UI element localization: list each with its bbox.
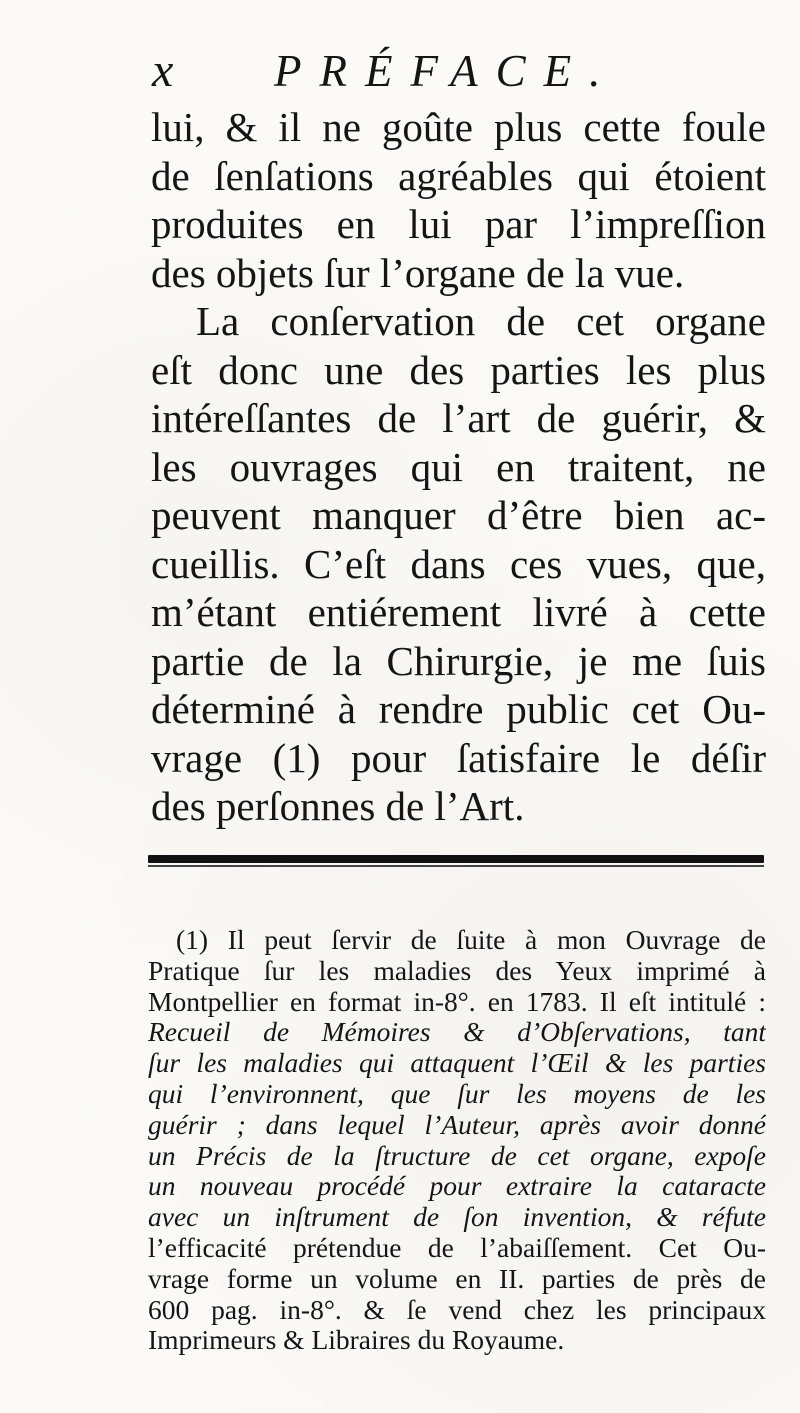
footnote-line: 600 pag. in-8°. & ſe vend chez les principaux — [148, 1294, 766, 1325]
body-line: m’étant entiérement livré à cette — [151, 589, 766, 635]
footnote — [148, 925, 766, 1356]
body-line: de ſenſations agréables qui étoient — [151, 152, 766, 199]
footnote-line: Pratique ſur les maladies des Yeux imprimé à — [148, 955, 766, 986]
footnote-line: avec un inſtrument de ſon invention, & réfute — [148, 1202, 766, 1233]
body-line: cueillis. C’eſt dans ces vues, que, — [151, 540, 766, 587]
body-line: lui, & il ne goûte plus cette foule — [151, 104, 766, 150]
footnote-line: Imprimeurs & Libraires du Royaume. — [148, 1325, 565, 1356]
body-line: des objets ſur l’organe de la vue. — [151, 249, 685, 296]
body-line: partie de la Chirurgie, je me ſuis — [151, 637, 766, 684]
footnote-line: qui l’environnent, que ſur les moyens de les — [148, 1078, 766, 1109]
main-text — [151, 103, 766, 831]
body-line: des perſonnes de l’Art. — [151, 783, 525, 829]
body-line: peuvent manquer d’être bien ac- — [151, 492, 766, 538]
footnote-line: un nouveau procédé pour extraire la cataracte — [148, 1171, 766, 1202]
page-number: x — [152, 44, 174, 97]
running-head: PRÉFACE. — [274, 46, 619, 96]
body-line: eſt donc une des parties les plus — [151, 346, 766, 393]
body-line: La conſervation de cet organe — [196, 298, 766, 344]
footnote-line: ſur les maladies qui attaquent l’Œil & les parties — [148, 1048, 766, 1079]
footnote-line: un Précis de la ſtructure de cet organe, expoſe — [148, 1140, 766, 1171]
footnote-line: Montpellier en format in-8°. en 1783. Il eſt intitulé : — [148, 986, 766, 1017]
footnote-line: (1) Il peut ſervir de ſuite à mon Ouvrage de — [176, 925, 766, 955]
footnote-line: vrage forme un volume en II. parties de près de — [148, 1263, 766, 1294]
footnote-line: l’efficacité prétendue de l’abaiſſement. Cet Ou- — [148, 1232, 766, 1263]
body-line: vrage (1) pour ſatisfaire le déſir — [151, 734, 766, 781]
footnote-line: Recueil de Mémoires & d’Obſervations, tant — [148, 1017, 766, 1048]
body-line: intéreſſantes de l’art de guérir, & — [151, 395, 766, 441]
footnote-line: guérir ; dans lequel l’Auteur, après avoir donné — [148, 1109, 766, 1140]
body-line: produites en lui par l’impreſſion — [151, 201, 766, 247]
body-line: déterminé à rendre public cet Ou- — [151, 686, 766, 732]
body-line: les ouvrages qui en traitent, ne — [151, 443, 766, 490]
page-header — [150, 42, 770, 104]
section-divider — [148, 855, 764, 863]
